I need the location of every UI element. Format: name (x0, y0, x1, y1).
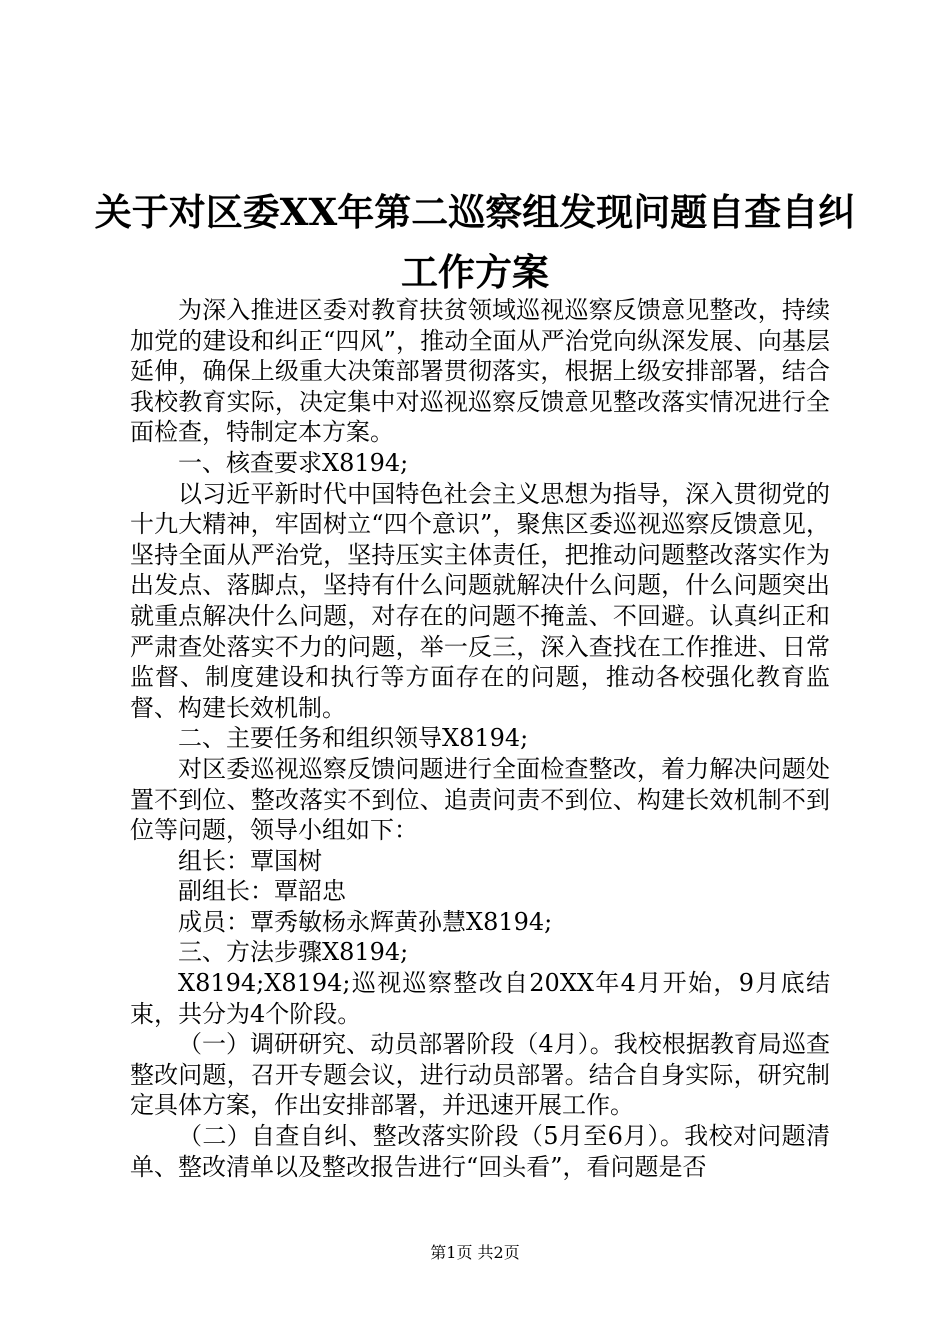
page-number-footer: 第1页 共2页 (430, 1243, 520, 1262)
section-heading-1: 一、核查要求X8194; (178, 448, 409, 477)
deputy-leader-line: 副组长：覃韶忠 (178, 877, 346, 906)
document-body (130, 295, 830, 1182)
paragraph-stage-1: （一）调研研究、动员部署阶段（4月）。我校根据教育局巡查整改问题，召开专题会议，进行动员部署。结合自身实际，研究制定具体方案，作出安排部署，并迅速开展工作。 (130, 1030, 830, 1120)
members-line: 成员：覃秀敏杨永辉黄孙慧X8194; (178, 907, 553, 936)
paragraph-schedule: X8194;X8194;巡视巡察整改自20XX年4月开始，9月底结束，共分为4个阶段。 (130, 969, 830, 1028)
paragraph-intro: 为深入推进区委对教育扶贫领域巡视巡察反馈意见整改，持续加党的建设和纠正“四风”，推动全面从严治党向纵深发展、向基层延伸，确保上级重大决策部署贯彻落实，根据上级安排部署，结合我校教育实际，决定集中对巡视巡察反馈意见整改落实情况进行全面检查，特制定本方案。 (130, 296, 830, 447)
paragraph-tasks: 对区委巡视巡察反馈问题进行全面检查整改，着力解决问题处置不到位、整改落实不到位、追责问责不到位、构建长效机制不到位等问题，领导小组如下： (130, 754, 830, 845)
paragraph-stage-2: （二）自查自纠、整改落实阶段（5月至6月）。我校对问题清单、整改清单以及整改报告进行“回头看”，看问题是否 (130, 1122, 830, 1181)
section-heading-2: 二、主要任务和组织领导X8194; (178, 724, 529, 753)
document-title: 关于对区委XX年第二巡察组发现问题自查自纠工作方案 (94, 190, 856, 294)
section-heading-3: 三、方法步骤X8194; (178, 938, 409, 967)
paragraph-requirements: 以习近平新时代中国特色社会主义思想为指导，深入贯彻党的十九大精神，牢固树立“四个意识”，聚焦区委巡视巡察反馈意见，坚持全面从严治党，坚持压实主体责任，把推动问题整改落实作为出发点、落脚点，坚持有什么问题就解决什么问题，什么问题突出就重点解决什么问题，对存在的问题不掩盖、不回避。认真纠正和严肃查处落实不力的问题，举一反三，深入查找在工作推进、日常监督、制度建设和执行等方面存在的问题，推动各校强化教育监督、构建长效机制。 (130, 479, 830, 722)
leader-line: 组长：覃国树 (178, 846, 322, 875)
